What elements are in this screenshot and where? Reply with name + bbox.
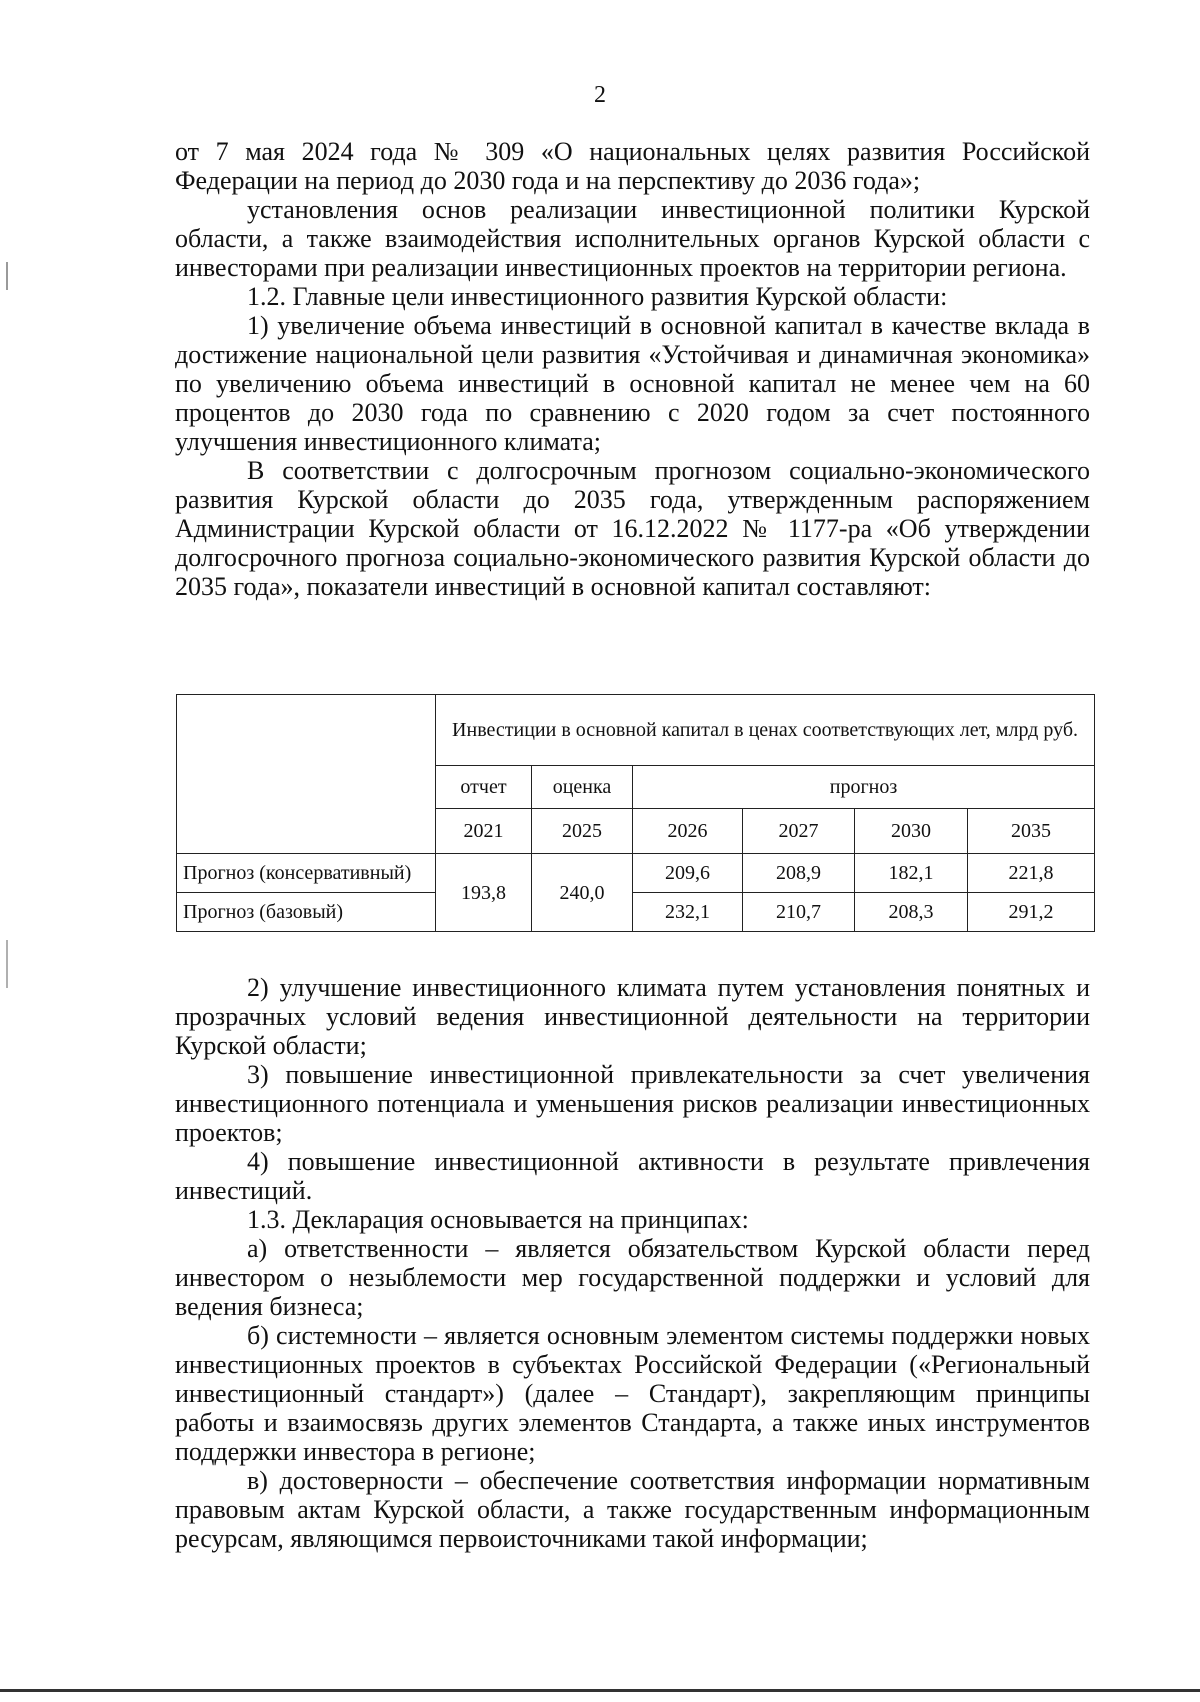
column-kind-report: отчет — [436, 766, 532, 809]
scan-bottom-edge — [0, 1689, 1200, 1692]
paragraph: 4) повышение инвестиционной активности в результате привлечения инвестиций. — [175, 1147, 1090, 1205]
row-label: Прогноз (базовый) — [177, 893, 436, 932]
value-cell: 209,6 — [633, 854, 743, 893]
year-header: 2021 — [436, 809, 532, 854]
table-header: Инвестиции в основной капитал в ценах соответствующих лет, млрд руб. — [436, 695, 1095, 766]
scan-edge-mark — [6, 262, 8, 290]
section-heading: 1.2. Главные цели инвестиционного развития Курской области: — [247, 282, 948, 311]
year-header: 2027 — [743, 809, 855, 854]
value-cell: 291,2 — [968, 893, 1095, 932]
column-kind-estimate: оценка — [532, 766, 633, 809]
paragraph: б) системности – является основным элементом системы поддержки новых инвестиционных проектов в субъектах Российской Федерации («Региональный инвестиционный стандарт») (далее – Стандарт), закрепляющим принципы работы и взаимосвязь других элементов Стандарта, а также иных инструментов поддержки инвестора в регионе; — [175, 1321, 1090, 1466]
paragraph: 1) увеличение объема инвестиций в основной капитал в качестве вклада в достижение национальной цели развития «Устойчивая и динамичная экономика» по увеличению объема инвестиций в основной капитал не менее чем на 60 процентов до 2030 года по сравнению с 2020 годом за счет постоянного улучшения инвестиционного климата; — [175, 311, 1090, 456]
value-cell: 221,8 — [968, 854, 1095, 893]
paragraph: В соответствии с долгосрочным прогнозом социально-экономического развития Курской области до 2035 года, утвержденным распоряжением Администрации Курской области от 16.12.2022 № 1177-ра «Об утверждении долгосрочного прогноза социально-экономического развития Курской области до 2035 года», показатели инвестиций в основной капитал составляют: — [175, 456, 1090, 601]
scan-edge-mark — [6, 940, 8, 988]
paragraph: от 7 мая 2024 года № 309 «О национальных целях развития Российской Федерации на период до 2030 года и на перспективу до 2036 года»; — [175, 137, 1090, 195]
year-header: 2030 — [855, 809, 968, 854]
paragraph: а) ответственности – является обязательством Курской области перед инвестором о незыблемости мер государственной поддержки и условий для ведения бизнеса; — [175, 1234, 1090, 1321]
investment-table — [176, 694, 1095, 932]
value-cell-2025: 240,0 — [532, 854, 633, 932]
paragraph: в) достоверности – обеспечение соответствия информации нормативным правовым актам Курской области, а также государственным информационным ресурсам, являющимся первоисточниками такой информации; — [175, 1466, 1090, 1553]
table-corner-cell — [177, 695, 436, 854]
document-body-top — [175, 137, 1090, 601]
value-cell: 232,1 — [633, 893, 743, 932]
paragraph: установления основ реализации инвестиционной политики Курской области, а также взаимодействия исполнительных органов Курской области с инвесторами при реализации инвестиционных проектов на территории региона. — [175, 195, 1090, 282]
row-label: Прогноз (консервативный) — [177, 854, 436, 893]
value-cell: 208,3 — [855, 893, 968, 932]
value-cell-2021: 193,8 — [436, 854, 532, 932]
document-body-bottom — [175, 973, 1090, 1553]
value-cell: 210,7 — [743, 893, 855, 932]
table-row — [177, 854, 1095, 893]
year-header: 2026 — [633, 809, 743, 854]
column-kind-forecast: прогноз — [633, 766, 1095, 809]
year-header: 2035 — [968, 809, 1095, 854]
value-cell: 182,1 — [855, 854, 968, 893]
year-header: 2025 — [532, 809, 633, 854]
paragraph: 3) повышение инвестиционной привлекательности за счет увеличения инвестиционного потенциала и уменьшения рисков реализации инвестиционных проектов; — [175, 1060, 1090, 1147]
value-cell: 208,9 — [743, 854, 855, 893]
table-row — [177, 893, 1095, 932]
paragraph: 2) улучшение инвестиционного климата путем установления понятных и прозрачных условий ведения инвестиционной деятельности на территории Курской области; — [175, 973, 1090, 1060]
section-heading: 1.3. Декларация основывается на принципах: — [247, 1205, 749, 1234]
page-number: 2 — [594, 82, 606, 108]
